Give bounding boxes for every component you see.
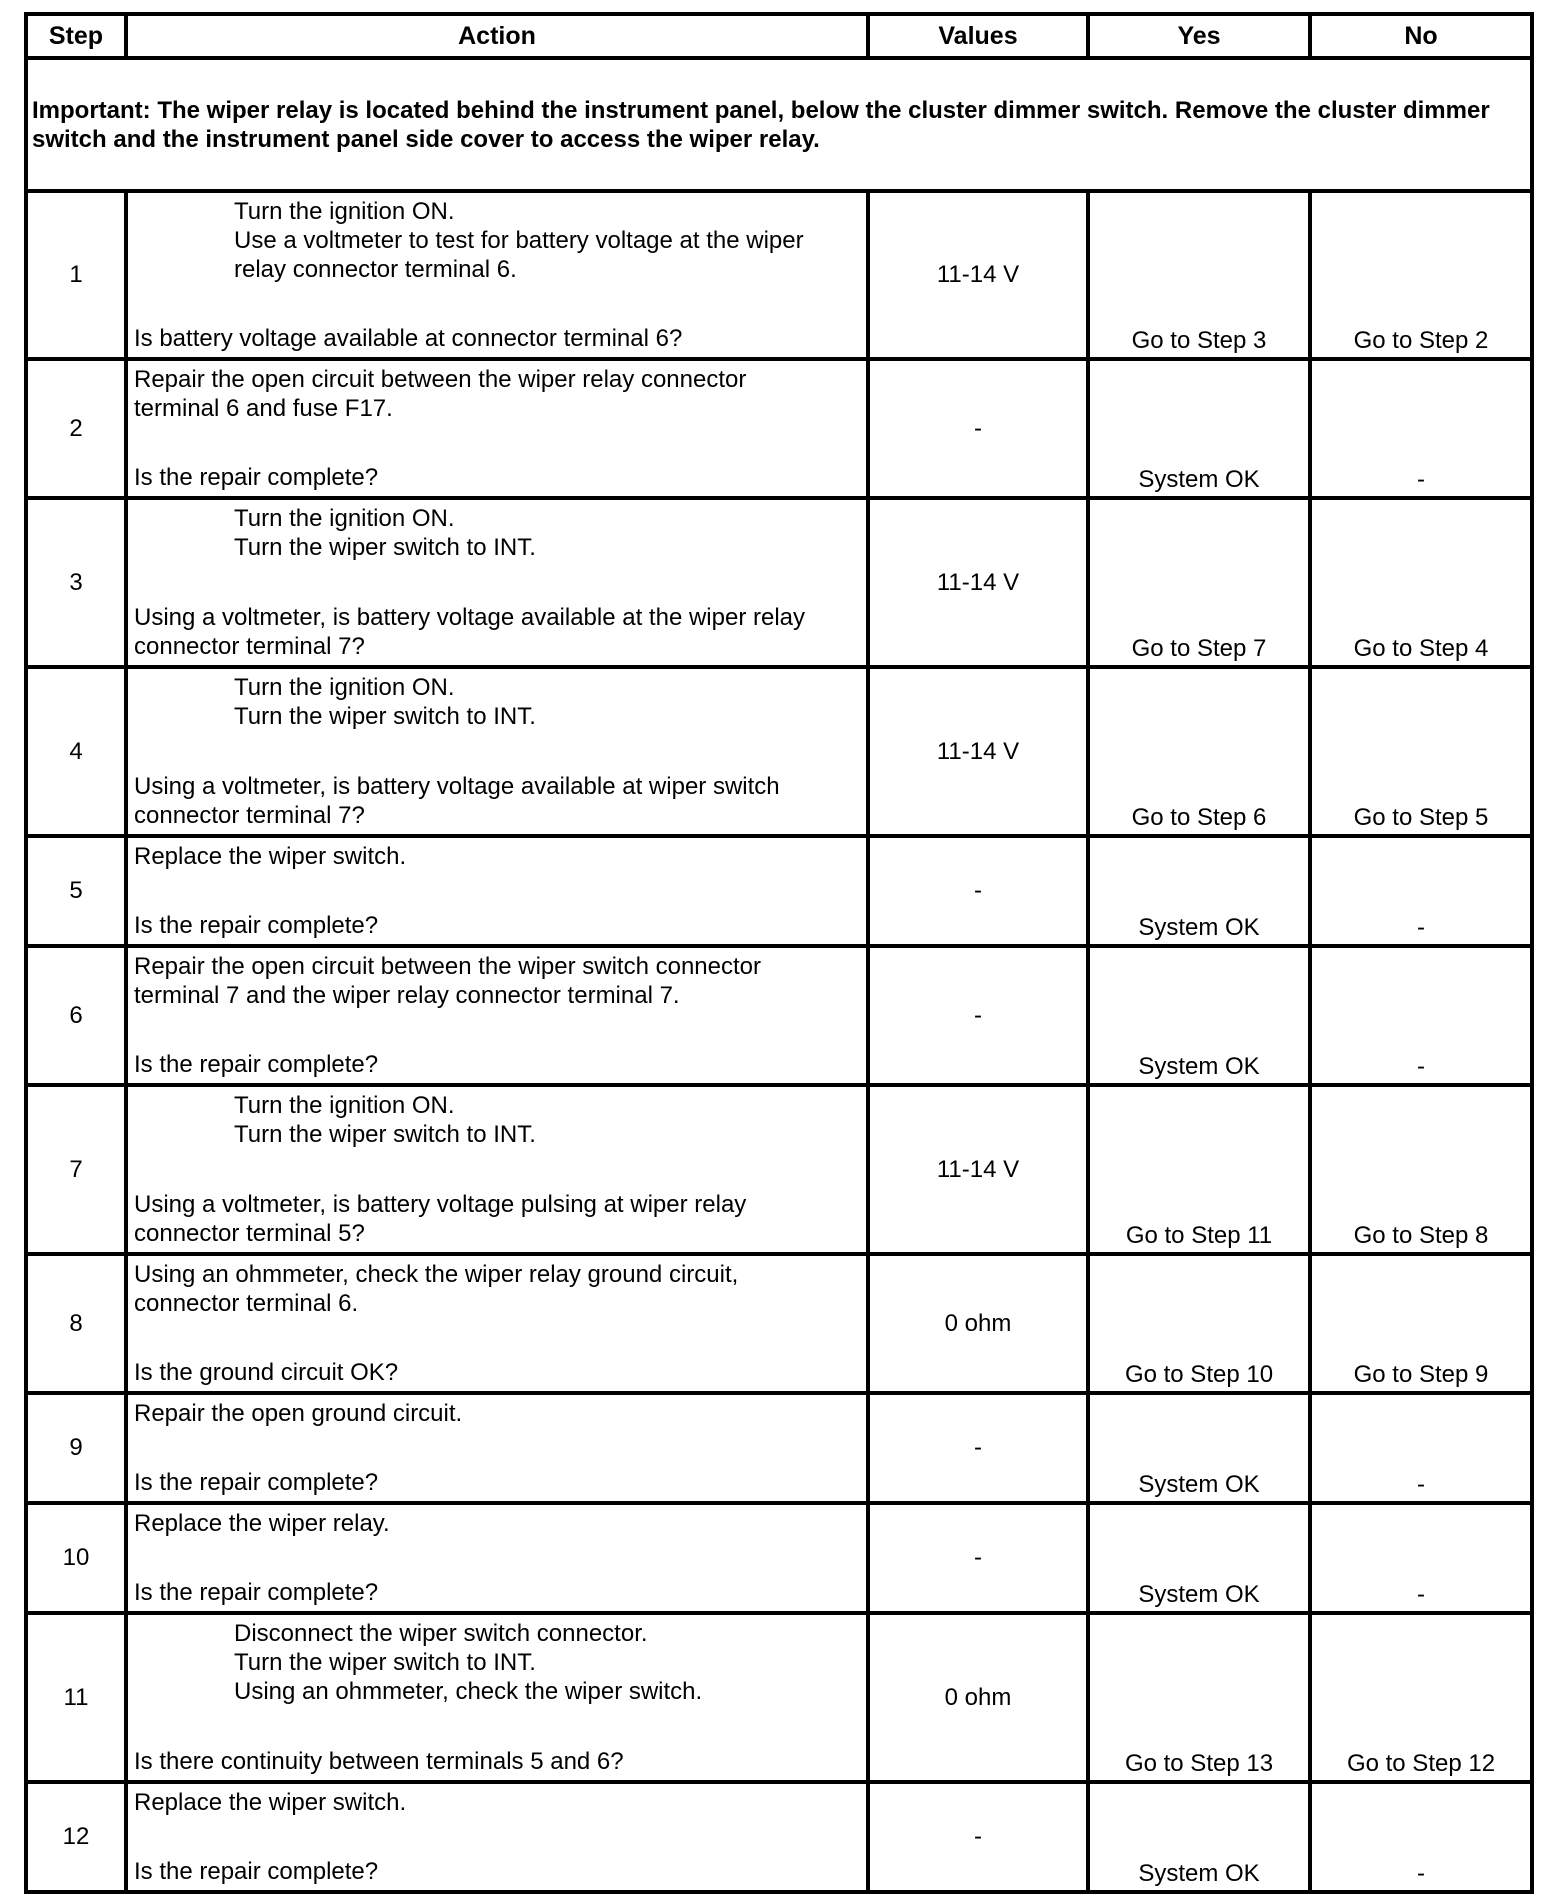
step-no-result: Go to Step 5 <box>1310 667 1532 836</box>
step-value: 11-14 V <box>868 1085 1088 1254</box>
action-instructions <box>134 842 862 871</box>
action-question <box>134 1747 862 1776</box>
table-row <box>26 498 1532 667</box>
table-row <box>26 1393 1532 1503</box>
step-yes-result: Go to Step 6 <box>1088 667 1310 836</box>
action-question <box>134 603 862 661</box>
action-question-line: Is there continuity between terminals 5 and 6? <box>134 1748 624 1775</box>
step-no-result: - <box>1310 946 1532 1085</box>
action-question <box>134 324 862 353</box>
action-question-line: Is the repair complete? <box>134 1858 379 1885</box>
step-no-result: Go to Step 2 <box>1310 191 1532 359</box>
step-number: 11 <box>26 1613 126 1782</box>
step-value: 0 ohm <box>868 1254 1088 1393</box>
step-number: 2 <box>26 359 126 498</box>
step-value: 11-14 V <box>868 667 1088 836</box>
action-question-line: Is the repair complete? <box>134 912 379 939</box>
table-row <box>26 1782 1532 1892</box>
action-instructions <box>134 504 862 562</box>
diagnostic-table-page <box>24 12 1530 1894</box>
step-yes-result: System OK <box>1088 1503 1310 1613</box>
action-question-line: connector terminal 7? <box>134 633 365 660</box>
header-step: Step <box>26 14 126 58</box>
table-row <box>26 359 1532 498</box>
step-action <box>126 1503 868 1613</box>
step-number: 12 <box>26 1782 126 1892</box>
step-action <box>126 498 868 667</box>
action-instructions <box>134 952 862 1010</box>
action-instruction-line: Disconnect the wiper switch connector. <box>234 1620 648 1647</box>
action-instruction-line: Turn the wiper switch to INT. <box>234 703 536 730</box>
action-instruction-line: Replace the wiper switch. <box>134 1789 407 1816</box>
action-instruction-line: Repair the open circuit between the wiper switch connector <box>134 953 761 980</box>
action-question <box>134 772 862 830</box>
step-yes-result: Go to Step 11 <box>1088 1085 1310 1254</box>
step-value: 11-14 V <box>868 191 1088 359</box>
action-instructions <box>134 1788 862 1817</box>
action-instructions <box>134 1399 862 1428</box>
action-instruction-line: Replace the wiper switch. <box>134 843 407 870</box>
action-question <box>134 1358 862 1387</box>
step-value: - <box>868 836 1088 946</box>
step-value: - <box>868 1782 1088 1892</box>
important-note-row <box>26 58 1532 191</box>
action-instructions <box>134 1260 862 1318</box>
step-action <box>126 1782 868 1892</box>
action-instructions <box>134 365 862 423</box>
action-question-line: Using a voltmeter, is battery voltage pulsing at wiper relay <box>134 1191 747 1218</box>
action-instruction-line: Repair the open circuit between the wiper relay connector <box>134 366 747 393</box>
action-instruction-line: Repair the open ground circuit. <box>134 1400 463 1427</box>
step-value: - <box>868 946 1088 1085</box>
action-instruction-line: Using an ohmmeter, check the wiper switch. <box>234 1678 703 1705</box>
action-instruction-line: relay connector terminal 6. <box>234 256 517 283</box>
step-no-result: - <box>1310 359 1532 498</box>
table-row <box>26 1613 1532 1782</box>
action-question <box>134 1857 862 1886</box>
header-yes: Yes <box>1088 14 1310 58</box>
step-no-result: Go to Step 12 <box>1310 1613 1532 1782</box>
action-instruction-line: Turn the ignition ON. <box>234 198 455 225</box>
step-no-result: - <box>1310 1782 1532 1892</box>
action-instruction-line: Turn the wiper switch to INT. <box>234 1649 536 1676</box>
header-action: Action <box>126 14 868 58</box>
step-yes-result: System OK <box>1088 1782 1310 1892</box>
action-question-line: Is the repair complete? <box>134 1579 379 1606</box>
step-yes-result: Go to Step 10 <box>1088 1254 1310 1393</box>
step-value: 0 ohm <box>868 1613 1088 1782</box>
header-values: Values <box>868 14 1088 58</box>
action-instruction-line: Turn the ignition ON. <box>234 505 455 532</box>
action-question <box>134 1468 862 1497</box>
step-yes-result: System OK <box>1088 946 1310 1085</box>
diagnostic-table <box>24 12 1534 1894</box>
step-action <box>126 1085 868 1254</box>
action-question <box>134 463 862 492</box>
step-value: 11-14 V <box>868 498 1088 667</box>
action-question-line: Using a voltmeter, is battery voltage available at the wiper relay <box>134 604 806 631</box>
step-number: 9 <box>26 1393 126 1503</box>
step-action <box>126 359 868 498</box>
step-value: - <box>868 1503 1088 1613</box>
table-row <box>26 946 1532 1085</box>
step-action <box>126 946 868 1085</box>
step-no-result: Go to Step 9 <box>1310 1254 1532 1393</box>
step-action <box>126 1393 868 1503</box>
step-no-result: Go to Step 4 <box>1310 498 1532 667</box>
action-question-line: Using a voltmeter, is battery voltage available at wiper switch <box>134 773 780 800</box>
important-note: Important: The wiper relay is located behind the instrument panel, below the cluster dimmer switch. Remove the cluster dimmer switch and the instrument panel side cover to access the wiper relay. <box>26 58 1532 191</box>
step-no-result: Go to Step 8 <box>1310 1085 1532 1254</box>
step-number: 5 <box>26 836 126 946</box>
action-instructions <box>134 1619 862 1706</box>
step-action <box>126 1254 868 1393</box>
action-instructions <box>134 1509 862 1538</box>
table-row <box>26 836 1532 946</box>
step-no-result: - <box>1310 836 1532 946</box>
action-question-line: Is the repair complete? <box>134 1051 379 1078</box>
step-yes-result: System OK <box>1088 359 1310 498</box>
step-yes-result: Go to Step 13 <box>1088 1613 1310 1782</box>
step-value: - <box>868 1393 1088 1503</box>
table-row <box>26 191 1532 359</box>
action-question <box>134 911 862 940</box>
step-action <box>126 836 868 946</box>
action-instructions <box>134 673 862 731</box>
step-no-result: - <box>1310 1393 1532 1503</box>
action-instruction-line: Turn the wiper switch to INT. <box>234 534 536 561</box>
action-question-line: Is the repair complete? <box>134 1469 379 1496</box>
action-question-line: Is battery voltage available at connector terminal 6? <box>134 325 683 352</box>
action-question <box>134 1050 862 1079</box>
table-row <box>26 1085 1532 1254</box>
action-instruction-line: Turn the ignition ON. <box>234 674 455 701</box>
step-action <box>126 667 868 836</box>
action-instruction-line: Turn the ignition ON. <box>234 1092 455 1119</box>
step-no-result: - <box>1310 1503 1532 1613</box>
step-yes-result: Go to Step 7 <box>1088 498 1310 667</box>
action-instruction-line: Turn the wiper switch to INT. <box>234 1121 536 1148</box>
action-question <box>134 1190 862 1248</box>
step-number: 10 <box>26 1503 126 1613</box>
step-number: 8 <box>26 1254 126 1393</box>
step-action <box>126 191 868 359</box>
table-row <box>26 1254 1532 1393</box>
action-question-line: connector terminal 7? <box>134 802 365 829</box>
step-number: 1 <box>26 191 126 359</box>
step-yes-result: System OK <box>1088 836 1310 946</box>
table-row <box>26 1503 1532 1613</box>
action-instruction-line: terminal 7 and the wiper relay connector terminal 7. <box>134 982 680 1009</box>
action-question <box>134 1578 862 1607</box>
step-action <box>126 1613 868 1782</box>
step-number: 7 <box>26 1085 126 1254</box>
action-instructions <box>134 1091 862 1149</box>
step-number: 6 <box>26 946 126 1085</box>
action-instruction-line: Replace the wiper relay. <box>134 1510 390 1537</box>
table-row <box>26 667 1532 836</box>
action-instruction-line: Use a voltmeter to test for battery voltage at the wiper <box>234 227 804 254</box>
action-instruction-line: terminal 6 and fuse F17. <box>134 395 393 422</box>
action-question-line: Is the ground circuit OK? <box>134 1359 399 1386</box>
step-yes-result: System OK <box>1088 1393 1310 1503</box>
step-value: - <box>868 359 1088 498</box>
action-question-line: Is the repair complete? <box>134 464 379 491</box>
step-yes-result: Go to Step 3 <box>1088 191 1310 359</box>
action-instructions <box>134 197 862 284</box>
action-question-line: connector terminal 5? <box>134 1220 365 1247</box>
action-instruction-line: connector terminal 6. <box>134 1290 359 1317</box>
header-row <box>26 14 1532 58</box>
step-number: 3 <box>26 498 126 667</box>
action-instruction-line: Using an ohmmeter, check the wiper relay ground circuit, <box>134 1261 739 1288</box>
header-no: No <box>1310 14 1532 58</box>
step-number: 4 <box>26 667 126 836</box>
